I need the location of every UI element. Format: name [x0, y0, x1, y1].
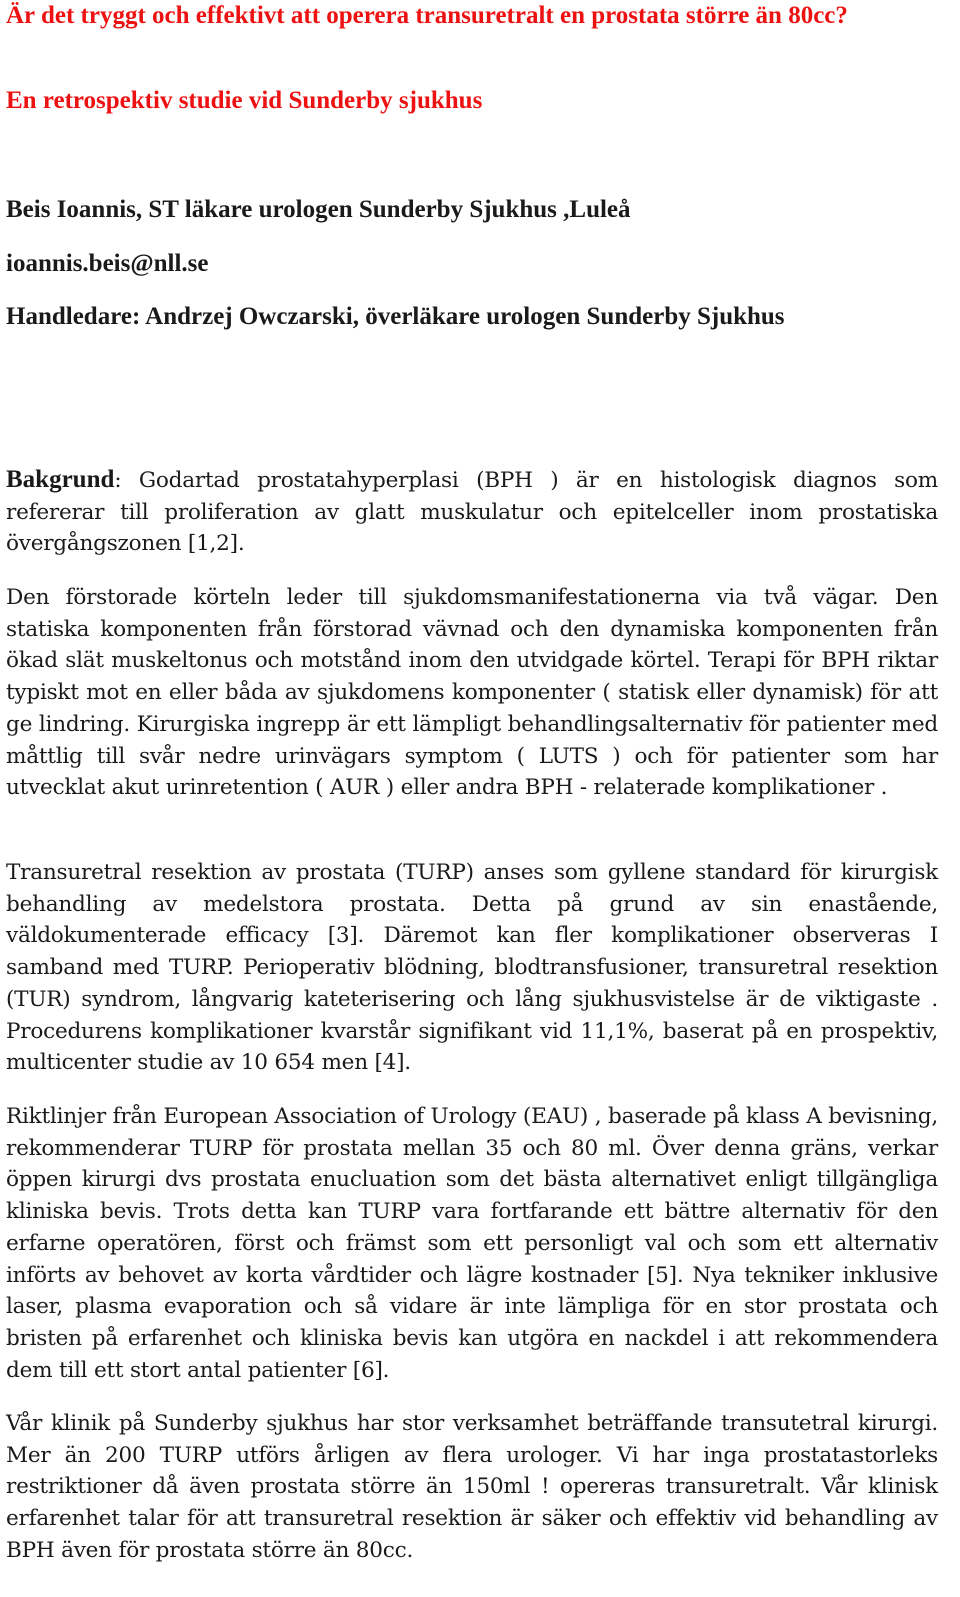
- author-line: Beis Ioannis, ST läkare urologen Sunderby Sjukhus ,Luleå: [6, 196, 631, 223]
- paragraph-turp-standard: Transuretral resektion av prostata (TURP) anses som gyllene standard för kirurgisk behandling av medelstora prostata. Detta på grund av sin enastående, väldokumenterade efficacy [3]. Däremot kan fler komplikationer observeras I samband med TURP. Perioperativ blödning, blodtransfusioner, transuretral resektion (TUR) syndrom, långvarig kateterisering och lång sjukhusvistelse är de viktigaste . Procedurens komplikationer kvarstår signifikant vid 11,1%, baserat på en prospektiv, multicenter studie av 10 654 men [4].: [6, 860, 938, 1076]
- author-email: ioannis.beis@nll.se: [6, 250, 209, 277]
- background-text: : Godartad prostatahyperplasi (BPH ) är en histologisk diagnos som refererar till proliferation av glatt muskulatur och epitelceller inom prostatiska övergångszonen [1,2].: [6, 468, 938, 557]
- background-paragraph: [6, 464, 938, 560]
- paragraph-disease-mechanism: Den förstorade körteln leder till sjukdomsmanifestationerna via två vägar. Den statiska komponenten från förstorad vävnad och den dynamiska komponenten från ökad slät muskeltonus och motstånd inom den utvidgade körtel. Terapi för BPH riktar typiskt mot en eller båda av sjukdomens komponenter ( statisk eller dynamisk) för att ge lindring. Kirurgiska ingrepp är ett lämpligt behandlingsalternativ för patienter med måttlig till svår nedre urinvägars symptom ( LUTS ) och för patienter som har utvecklat akut urinretention ( AUR ) eller andra BPH - relaterade komplikationer .: [6, 585, 938, 801]
- document-subtitle: En retrospektiv studie vid Sunderby sjukhus: [6, 87, 483, 114]
- paragraph-clinic-experience: Vår klinik på Sunderby sjukhus har stor verksamhet beträffande transutetral kirurgi. Mer än 200 TURP utförs årligen av flera urologer. Vi har inga prostatastorleks restriktioner då även prostata större än 150ml ! opereras transuretralt. Vår klinisk erfarenhet talar för att transuretral resektion är säker och effektiv vid behandling av BPH även för prostata större än 80cc.: [6, 1411, 938, 1563]
- background-heading: Bakgrund: [6, 466, 115, 493]
- supervisor-line: Handledare: Andrzej Owczarski, överläkare urologen Sunderby Sjukhus: [6, 303, 785, 330]
- paragraph-eau-guidelines: Riktlinjer från European Association of Urology (EAU) , baserade på klass A bevisning, rekommenderar TURP för prostata mellan 35 och 80 ml. Över denna gräns, verkar öppen kirurgi dvs prostata enucluation som det bästa alternativet enligt tillgängliga kliniska bevis. Trots detta kan TURP vara fortfarande ett bättre alternativ för den erfarne operatören, först och främst som ett personligt val och som ett alternativ införts av behovet av korta vårdtider och lägre kostnader [5]. Nya tekniker inklusive laser, plasma evaporation och så vidare är inte lämpliga för en stor prostata och bristen på erfarenhet och kliniska bevis kan utgöra en nackdel i att rekommendera dem till ett stort antal patienter [6].: [6, 1104, 938, 1383]
- document-title: Är det tryggt och effektivt att operera transuretralt en prostata större än 80cc?: [6, 2, 848, 29]
